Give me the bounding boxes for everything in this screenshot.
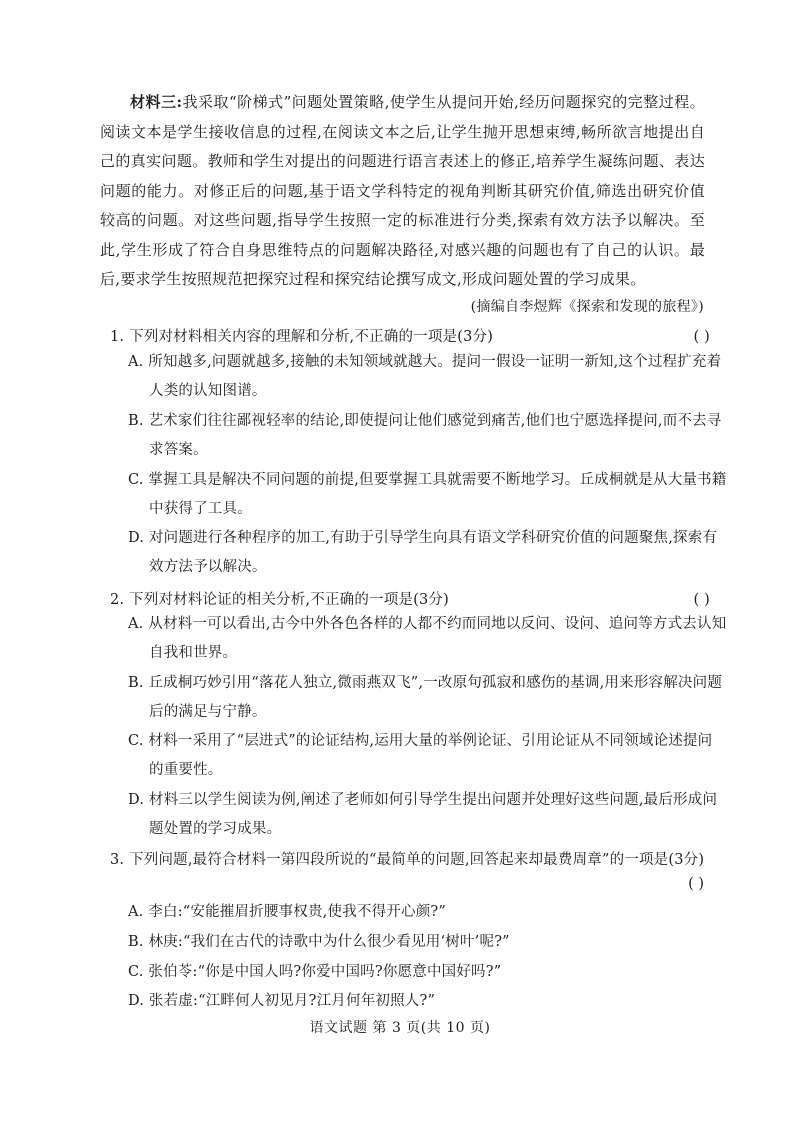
- question-3-answer-blank: ( ): [688, 876, 704, 892]
- question-3-option-a: A. 李白:“安能摧眉折腰事权贵,使我不得开心颜?”: [128, 904, 446, 920]
- question-1-answer-blank: ( ): [693, 329, 710, 345]
- material-3-paragraph: [100, 88, 705, 295]
- question-2-answer-blank: ( ): [693, 592, 710, 608]
- question-1: [110, 327, 710, 347]
- question-2-option-c: C. 材料一采用了“层进式”的论证结构,运用大量的举例论证、引用论证从不同领域论述提问的重要性。: [128, 733, 713, 778]
- question-2-stem: 2. 下列对材料论证的相关分析,不正确的一项是(3分): [110, 592, 449, 608]
- question-1-option-b: B. 艺术家们往往鄙视轻率的结论,即使提问让他们感觉到痛苦,他们也宁愿选择提问,而不去寻求答案。: [128, 413, 722, 458]
- material-3-text: 我采取“阶梯式”问题处置策略,使学生从提问开始,经历问题探究的完整过程。阅读文本是学生接收信息的过程,在阅读文本之后,让学生抛开思想束缚,畅所欲言地提出自己的真实问题。教师和学生对提出的问题进行语言表述上的修正,培养学生凝练问题、表达问题的能力。对修正后的问题,基于语文学科特定的视角判断其研究价值,筛选出研究价值较高的问题。对这些问题,指导学生按照一定的标准进行分类,探索有效方法予以解决。至此,学生形成了符合自身思维特点的问题解决路径,对感兴趣的问题也有了自己的认识。最后,要求学生按照规范把探究过程和探究结论撰写成文,形成问题处置的学习成果。: [100, 93, 705, 288]
- page-footer: 语文试题 第 3 页(共 10 页): [309, 1020, 491, 1036]
- question-3-option-c: C. 张伯苓:“你是中国人吗?你爱中国吗?你愿意中国好吗?”: [128, 964, 502, 980]
- question-2-option-d: D. 材料三以学生阅读为例,阐述了老师如何引导学生提出问题并处理好这些问题,最后形成问题处置的学习成果。: [128, 792, 718, 837]
- question-2-option-a: A. 从材料一可以看出,古今中外各色各样的人都不约而同地以反问、设问、追问等方式去认知自我和世界。: [128, 616, 727, 661]
- question-3: [110, 850, 710, 870]
- question-3-option-b: B. 林庚:“我们在古代的诗歌中为什么很少看见用‘树叶’呢?”: [128, 934, 510, 950]
- material-3-source: (摘编自李煜辉《探索和发现的旅程》): [470, 299, 704, 315]
- question-2-option-b: B. 丘成桐巧妙引用“落花人独立,微雨燕双飞”,一改原句孤寂和感伤的基调,用来形容解决问题后的满足与宁静。: [128, 675, 723, 720]
- question-1-option-a: A. 所知越多,问题就越多,接触的未知领域就越大。提问一假设一证明一新知,这个过程扩充着人类的认知图谱。: [128, 354, 722, 399]
- question-1-option-d: D. 对问题进行各种程序的加工,有助于引导学生向具有语文学科研究价值的问题聚焦,探索有效方法予以解决。: [128, 530, 718, 575]
- question-1-stem: 1. 下列对材料相关内容的理解和分析,不正确的一项是(3分): [110, 329, 494, 345]
- question-3-stem: 3. 下列问题,最符合材料一第四段所说的“最简单的问题,回答起来却最费周章”的一项是(3分): [110, 852, 705, 868]
- question-2: [110, 590, 710, 610]
- question-3-option-d: D. 张若虚:“江畔何人初见月?江月何年初照人?”: [128, 993, 436, 1009]
- question-1-option-c: C. 掌握工具是解决不同问题的前提,但要掌握工具就需要不断地学习。丘成桐就是从大量书籍中获得了工具。: [128, 472, 727, 517]
- material-3-label: 材料三:: [130, 93, 183, 111]
